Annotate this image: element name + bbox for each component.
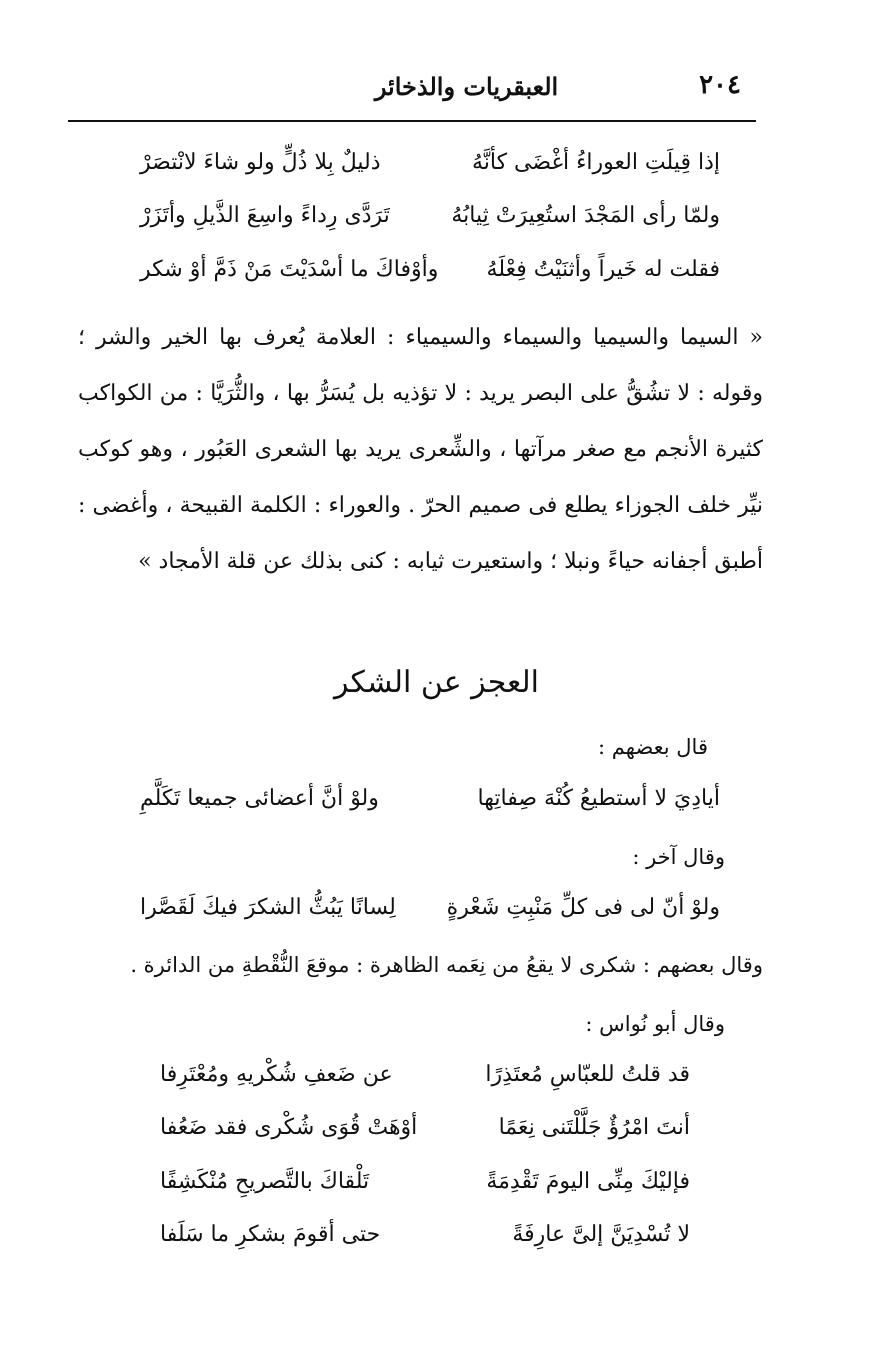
verse-line (100, 150, 720, 196)
poem-first-hemistich: قد قلتُ للعبّاسِ مُعتَذِرًا (485, 1062, 690, 1087)
prose-line: وقال بعضهم : شكرى لا يقعُ من نِعَمه الظاهرة : موقعَ النُّقْطةِ من الدائرة . (130, 953, 763, 977)
verse-first-hemistich: فقلت له خَيراً وأثنَيْتُ فِعْلَهُ (486, 257, 720, 282)
verse-second-hemistich: ذليلٌ بِلا ذُلٍّ ولو شاءَ لانْتصَرْ (140, 150, 381, 175)
page-header (70, 62, 753, 112)
attribution-label: وقال أبو نُواس : (585, 1012, 725, 1036)
verse-first-hemistich: ولمّا رأى المَجْدَ استُعِيرَتْ ثِيابُهُ (451, 203, 720, 228)
verse-second-hemistich: لِسانًا يَبُثُّ الشكرَ فيكَ لَقَصَّرا (140, 895, 396, 920)
poem-line (120, 1115, 690, 1161)
commentary-text: « السيما والسيميا والسيماء والسيمياء : العلامة يُعرف بها الخير والشر ؛ وقوله : لا تشُقُّ على البصر يريد : لا تؤذيه بل يُسَرُّ بها ، والثُّرَيَّا : من الكواكب كثيرة الأنجم مع صغر مرآتها ، والشِّعرى يريد بها الشعرى العَبُور ، وهو كوكب نيِّر خلف الجوزاء يطلع فى صميم الحرّ . والعوراء : الكلمة القبيحة ، وأغضى : أطبق أجفانه حياءً ونبلا ؛ واستعيرت ثيابه : كنى بذلك عن قلة الأمجاد » (78, 325, 763, 574)
poem-line (120, 1222, 690, 1268)
attribution-label: وقال آخر : (632, 845, 725, 869)
verse-line (100, 257, 720, 303)
poem-first-hemistich: فإليْكَ مِنِّى اليومَ تَقْدِمَةً (486, 1169, 690, 1194)
commentary-block (78, 310, 763, 640)
verse-line (100, 895, 720, 941)
verse-second-hemistich: ولوْ أنَّ أعضائى جميعا تَكَلَّمِ (140, 786, 379, 811)
verse-second-hemistich: تَرَدَّى رِداءً واسِعَ الذَّيلِ وأتَزَرْ (140, 203, 390, 228)
verse-first-hemistich: ولوْ أنّ لى فى كلِّ مَنْبِتِ شَعْرةٍ (446, 895, 720, 920)
poem-first-hemistich: أنتَ امْرُؤٌ جَلَّلْتَنى نِعَمًا (498, 1115, 690, 1140)
verse-line (100, 203, 720, 249)
page-number: ٢٠٤ (699, 70, 741, 100)
poem-second-hemistich: تَلْقاكَ بالتَّصريحِ مُنْكَشِفًا (160, 1169, 370, 1194)
section-title: العجز عن الشكر (333, 665, 540, 700)
verse-line (100, 786, 720, 832)
header-rule (68, 120, 756, 122)
verse-first-hemistich: أيادِيَ لا أستطيعُ كُنْهَ صِفاتِها (477, 786, 720, 811)
poem-line (120, 1062, 690, 1108)
poem-second-hemistich: أوْهَتْ قُوَى شُكْرى فقد ضَعُفا (160, 1115, 418, 1140)
verse-second-hemistich: وأوْفاكَ ما أسْدَيْتَ مَنْ ذَمَّ أوْ شكر (140, 257, 439, 282)
verse-first-hemistich: إذا قِيلَتِ العوراءُ أغْضَى كأنَّهُ (471, 150, 720, 175)
poem-line (120, 1169, 690, 1215)
poem-second-hemistich: عن ضَعفِ شُكْريهِ ومُعْتَرِفا (160, 1062, 393, 1087)
poem-second-hemistich: حتى أقومَ بشكرِ ما سَلَفا (160, 1222, 381, 1247)
running-title: العبقريات والذخائر (374, 72, 559, 101)
attribution-label: قال بعضهم : (598, 735, 708, 759)
poem-first-hemistich: لا تُسْدِيَنَّ إلىَّ عارِفَةً (512, 1222, 690, 1247)
